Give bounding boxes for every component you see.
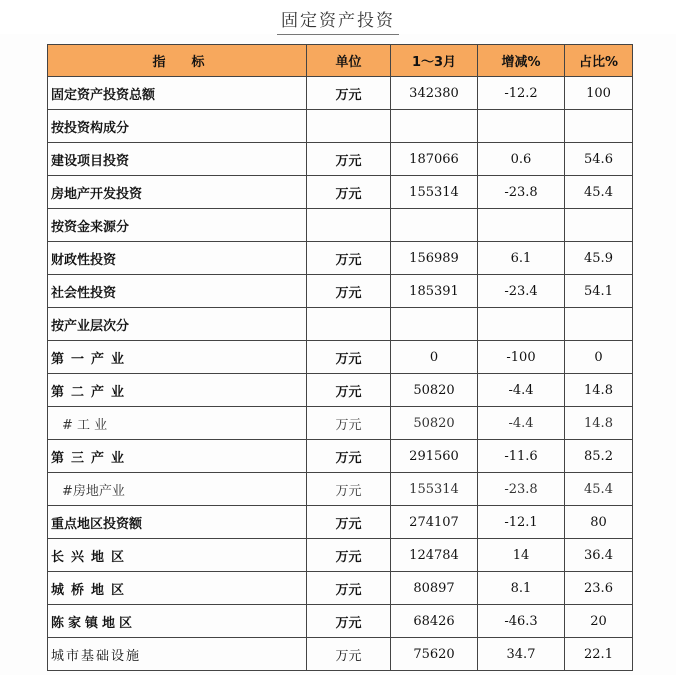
table-section-row: [48, 110, 633, 143]
row-share: 45.4: [565, 176, 633, 209]
row-value: [391, 209, 478, 242]
row-name: 重点地区投资额: [48, 506, 307, 539]
table-row: [48, 341, 633, 374]
row-value: 274107: [391, 506, 478, 539]
row-name: 城市基础设施: [48, 638, 307, 671]
row-share: [565, 209, 633, 242]
row-change: [478, 308, 565, 341]
row-name: 财政性投资: [48, 242, 307, 275]
table-row: [48, 77, 633, 110]
row-value: 50820: [391, 374, 478, 407]
row-name: 长兴地区: [48, 539, 307, 572]
row-share: 85.2: [565, 440, 633, 473]
page-title: 固定资产投资: [277, 0, 399, 35]
table-row: [48, 539, 633, 572]
header-share: 占比%: [565, 45, 633, 77]
row-share: 23.6: [565, 572, 633, 605]
table-row: [48, 143, 633, 176]
row-value: 68426: [391, 605, 478, 638]
table-row: [48, 176, 633, 209]
row-unit: 万元: [307, 638, 391, 671]
row-unit: 万元: [307, 572, 391, 605]
row-change: [478, 209, 565, 242]
row-value: 156989: [391, 242, 478, 275]
table-row: [48, 572, 633, 605]
row-unit: 万元: [307, 539, 391, 572]
row-change: -23.8: [478, 473, 565, 506]
table-subrow: [48, 473, 633, 506]
table-row: [48, 440, 633, 473]
row-unit: 万元: [307, 275, 391, 308]
section-label: 按产业层次分: [48, 308, 307, 341]
row-unit: 万元: [307, 605, 391, 638]
row-change: 6.1: [478, 242, 565, 275]
row-unit: [307, 308, 391, 341]
row-change: -11.6: [478, 440, 565, 473]
header-indicator: 指 标: [48, 45, 307, 77]
row-share: 14.8: [565, 374, 633, 407]
row-change: 14: [478, 539, 565, 572]
table-row: [48, 605, 633, 638]
row-unit: 万元: [307, 176, 391, 209]
row-value: 187066: [391, 143, 478, 176]
row-share: [565, 110, 633, 143]
page-title-bar: [0, 0, 676, 34]
row-value: 124784: [391, 539, 478, 572]
row-value: 291560: [391, 440, 478, 473]
row-change: 8.1: [478, 572, 565, 605]
row-value: 342380: [391, 77, 478, 110]
row-name: 第二产业: [48, 374, 307, 407]
table-row: [48, 374, 633, 407]
row-unit: 万元: [307, 374, 391, 407]
row-value: 155314: [391, 473, 478, 506]
row-unit: [307, 110, 391, 143]
row-change: 34.7: [478, 638, 565, 671]
table-row: [48, 242, 633, 275]
table-section-row: [48, 209, 633, 242]
row-unit: 万元: [307, 242, 391, 275]
row-share: 80: [565, 506, 633, 539]
row-change: -12.2: [478, 77, 565, 110]
row-unit: 万元: [307, 341, 391, 374]
row-change: -4.4: [478, 374, 565, 407]
row-value: 185391: [391, 275, 478, 308]
table-row: [48, 275, 633, 308]
row-change: -12.1: [478, 506, 565, 539]
row-name: 陈家镇地区: [48, 605, 307, 638]
row-value: 50820: [391, 407, 478, 440]
row-change: -100: [478, 341, 565, 374]
investment-table: [47, 44, 633, 671]
row-value: 155314: [391, 176, 478, 209]
row-share: 45.4: [565, 473, 633, 506]
row-share: 54.1: [565, 275, 633, 308]
row-share: 45.9: [565, 242, 633, 275]
row-name: 固定资产投资总额: [48, 77, 307, 110]
row-name: 社会性投资: [48, 275, 307, 308]
row-name: #房地产业: [48, 473, 307, 506]
row-name: # 工 业: [48, 407, 307, 440]
row-share: 54.6: [565, 143, 633, 176]
row-value: 0: [391, 341, 478, 374]
row-name: 城桥地区: [48, 572, 307, 605]
row-change: -46.3: [478, 605, 565, 638]
row-unit: [307, 209, 391, 242]
table-section-row: [48, 308, 633, 341]
row-share: 0: [565, 341, 633, 374]
row-share: 100: [565, 77, 633, 110]
row-name: 建设项目投资: [48, 143, 307, 176]
row-change: [478, 110, 565, 143]
row-change: -23.8: [478, 176, 565, 209]
table-row: [48, 638, 633, 671]
row-value: [391, 110, 478, 143]
table-row: [48, 506, 633, 539]
row-share: 22.1: [565, 638, 633, 671]
row-value: 75620: [391, 638, 478, 671]
row-change: -23.4: [478, 275, 565, 308]
row-share: 36.4: [565, 539, 633, 572]
row-share: [565, 308, 633, 341]
row-change: -4.4: [478, 407, 565, 440]
header-change: 增减%: [478, 45, 565, 77]
row-unit: 万元: [307, 407, 391, 440]
row-unit: 万元: [307, 440, 391, 473]
row-value: [391, 308, 478, 341]
row-name: 第三产业: [48, 440, 307, 473]
section-label: 按资金来源分: [48, 209, 307, 242]
row-share: 14.8: [565, 407, 633, 440]
row-unit: 万元: [307, 143, 391, 176]
table-subrow: [48, 407, 633, 440]
row-unit: 万元: [307, 506, 391, 539]
row-name: 房地产开发投资: [48, 176, 307, 209]
table-header-row: [48, 45, 633, 77]
section-label: 按投资构成分: [48, 110, 307, 143]
row-unit: 万元: [307, 77, 391, 110]
header-unit: 单位: [307, 45, 391, 77]
row-unit: 万元: [307, 473, 391, 506]
row-share: 20: [565, 605, 633, 638]
header-q1: 1～3月: [391, 45, 478, 77]
row-value: 80897: [391, 572, 478, 605]
row-change: 0.6: [478, 143, 565, 176]
row-name: 第一产业: [48, 341, 307, 374]
